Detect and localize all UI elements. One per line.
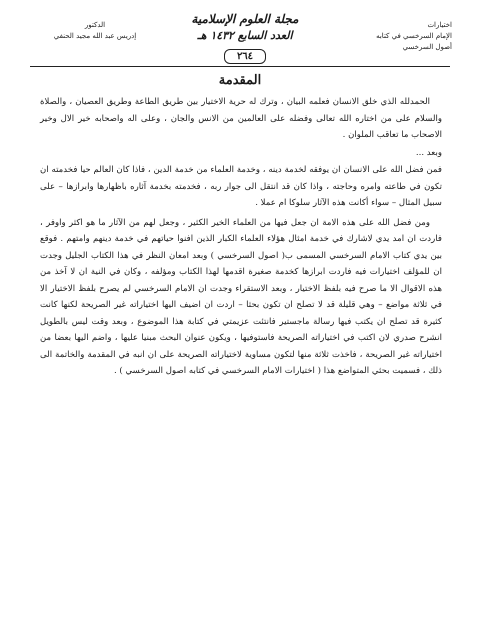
header-right-line: أصول السرخسي (402, 43, 452, 51)
journal-title: مجلة العلوم الإسلامية (191, 12, 299, 26)
paragraph: فمن فضل الله على الانسان ان يوفقه لخدمة دينه ، وخدمة العلماء من خدمة الدين ، فاذا كان العالم حيا فخدمته ان تكون في طاعته وامره وحاجته ، واذا كان قد انتقل الى جوار ربه ، فخدمته بخدمة آثاره باظهارها وابرازها – على سبيل المثال – سواء أكانت هذه الآثار سلوكا ام عملا . (40, 165, 442, 208)
body-text (40, 94, 442, 381)
header-journal-block (170, 10, 320, 64)
author-name: إدريس عبد الله مجيد الحنفي (53, 32, 137, 40)
paragraph: وبعد ... (415, 147, 442, 158)
header-right-line: الإمام السرخسي في كتابه (376, 32, 452, 40)
paragraph: ومن فضل الله على هذه الامة ان جعل فيها من العلماء الخير الكثير ، وجعل لهم من الآثار ما هو اكثر واوفر ، فاردت ان امد يدي لاشارك في خدمة امثال هؤلاء العلماء الكبار الذين افنوا حياتهم في خدمة دينهم وامتهم . فوقع بين يدي كتاب الامام السرخسي المسمى ب( اصول السرخسي ) وبعد امعان النظر في هذا الكتاب الجليل وجدت ان للمؤلف اختيارات فيه فاردت ابرازها كخدمة صغيرة اقدمها لهذا الكتاب ومؤلفه ، وكان في النية ان لا آخذ من هذه الاقوال الا ما صرح فيه بلفظ الاختيار ، وبعد الاستقراء وجدت ان الامام السرخسي لم يصرح بلفظ الاختيار الا في ثلاثة مواضع – وهي قليلة قد لا تصلح ان تكون بحثا – اردت ان اضيف اليها اختياراته غير الصريحة لكنها كانت كثيرة قد تصلح ان يكتب فيها رسالة ماجستير فانتئت عزيمتي في كتابة هذا الموضوع ، وبعد وقت ليس بالطويل انشرح صدري لان اكتب في اختياراته الصريحة فاستوفيها ، ويكون عنوان البحث مبنيا عليها ، واضم اليها بعضا من اختياراته غير الصريحة ، فاخذت ثلاثة منها لتكون مساوية لاختياراته الصريحة على ان انبه في المقدمة والخاتمة الى ذلك ، فسميت بحثي المتواضع هذا ( اختيارات الامام السرخسي في كتابه اصول السرخسي ) . (40, 217, 442, 376)
header-paper-title (332, 20, 452, 53)
header-divider (30, 66, 450, 67)
author-title: الدكتور (84, 21, 106, 29)
page-number-badge: ٢٦٤ (224, 49, 266, 64)
section-title: المقدمة (218, 73, 262, 88)
header-right-line: اختيارات (427, 21, 452, 29)
issue-label: العدد السابع ١٤٣٢ هـ (197, 29, 293, 42)
header-author (30, 20, 160, 42)
paragraph: الحمدلله الذي خلق الانسان فعلمه البيان ، وترك له حرية الاختيار بين طريق الطاعة وطريق العصيان ، والصلاة والسلام على من اختاره الله تعالى وفضله على العالمين من الانس والجان ، وعلى اله واصحابه خير الال وخير الاصحاب ما تعاقب الملوان . (40, 97, 442, 140)
